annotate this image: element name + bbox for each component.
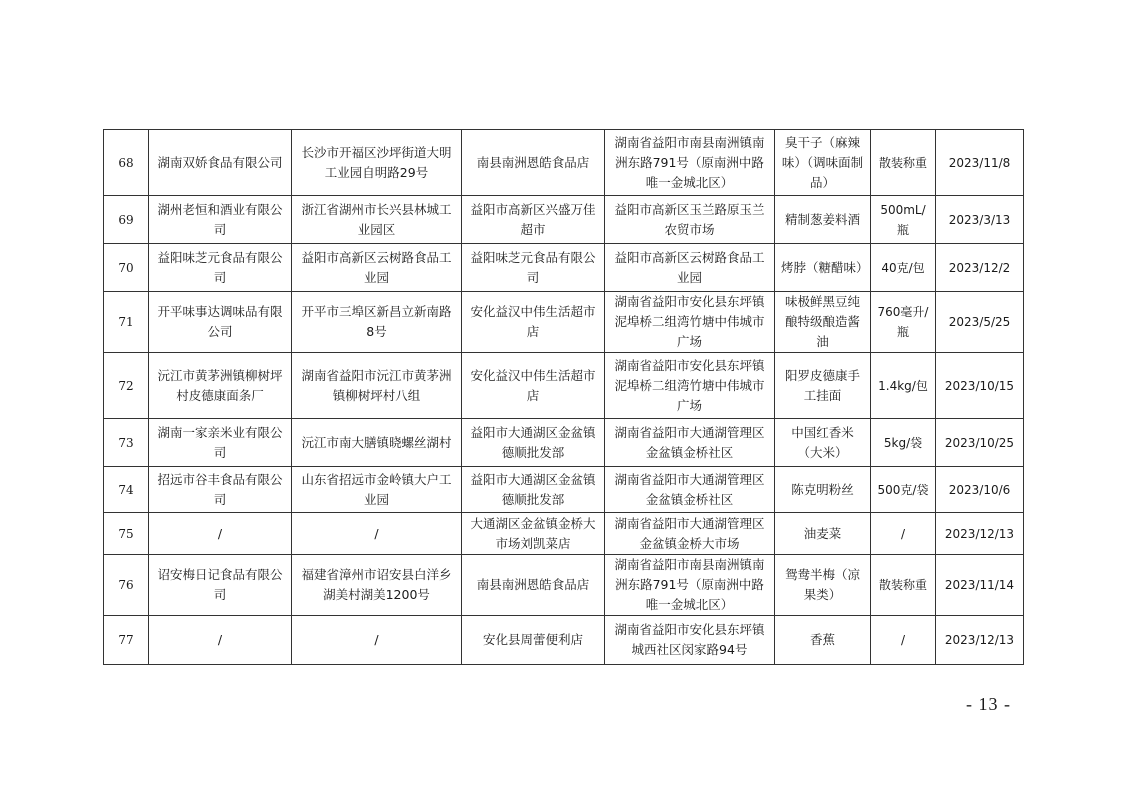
- row-number: 69: [104, 196, 149, 244]
- table-row: [104, 513, 1024, 555]
- product-spec: 散装称重: [871, 130, 936, 196]
- table-row: [104, 130, 1024, 196]
- product-name: 臭干子（麻辣味）（调味面制品）: [775, 130, 871, 196]
- producer-name: 诏安梅日记食品有限公司: [149, 555, 292, 616]
- product-name: 香蕉: [775, 616, 871, 665]
- product-spec: 1.4kg/包: [871, 353, 936, 419]
- production-date: 2023/3/13: [936, 196, 1024, 244]
- seller-address: 益阳市高新区云树路食品工业园: [605, 244, 775, 292]
- producer-name: 湖州老恒和酒业有限公司: [149, 196, 292, 244]
- seller-name: 南县南洲恩皓食品店: [462, 130, 605, 196]
- seller-name: 大通湖区金盆镇金桥大市场刘凯菜店: [462, 513, 605, 555]
- food-sampling-table: [103, 129, 1024, 665]
- production-date: 2023/5/25: [936, 292, 1024, 353]
- producer-address: 沅江市南大膳镇晓螺丝湖村: [292, 419, 462, 467]
- seller-name: 安化益汉中伟生活超市店: [462, 353, 605, 419]
- production-date: 2023/10/6: [936, 467, 1024, 513]
- row-number: 72: [104, 353, 149, 419]
- row-number: 74: [104, 467, 149, 513]
- production-date: 2023/10/15: [936, 353, 1024, 419]
- producer-address: 长沙市开福区沙坪街道大明工业园自明路29号: [292, 130, 462, 196]
- producer-name: 益阳味芝元食品有限公司: [149, 244, 292, 292]
- product-name: 鸳鸯半梅（凉果类）: [775, 555, 871, 616]
- producer-name: 湖南一家亲米业有限公司: [149, 419, 292, 467]
- table-row: [104, 244, 1024, 292]
- seller-name: 益阳市大通湖区金盆镇德顺批发部: [462, 467, 605, 513]
- product-name: 阳罗皮德康手工挂面: [775, 353, 871, 419]
- production-date: 2023/12/13: [936, 616, 1024, 665]
- table-row: [104, 467, 1024, 513]
- row-number: 77: [104, 616, 149, 665]
- producer-address: /: [292, 616, 462, 665]
- row-number: 68: [104, 130, 149, 196]
- producer-address: 福建省漳州市诏安县白洋乡湖美村湖美1200号: [292, 555, 462, 616]
- product-name: 精制葱姜料酒: [775, 196, 871, 244]
- production-date: 2023/11/14: [936, 555, 1024, 616]
- table-row: [104, 353, 1024, 419]
- row-number: 73: [104, 419, 149, 467]
- production-date: 2023/12/2: [936, 244, 1024, 292]
- production-date: 2023/12/13: [936, 513, 1024, 555]
- producer-name: 湖南双娇食品有限公司: [149, 130, 292, 196]
- product-spec: /: [871, 616, 936, 665]
- table-row: [104, 555, 1024, 616]
- producer-address: /: [292, 513, 462, 555]
- row-number: 75: [104, 513, 149, 555]
- seller-name: 安化县周蕾便利店: [462, 616, 605, 665]
- seller-name: 益阳市大通湖区金盆镇德顺批发部: [462, 419, 605, 467]
- producer-name: /: [149, 513, 292, 555]
- product-spec: 40克/包: [871, 244, 936, 292]
- product-name: 中国红香米（大米）: [775, 419, 871, 467]
- production-date: 2023/10/25: [936, 419, 1024, 467]
- seller-address: 湖南省益阳市安化县东坪镇泥埠桥二组湾竹塘中伟城市广场: [605, 292, 775, 353]
- product-spec: /: [871, 513, 936, 555]
- seller-address: 益阳市高新区玉兰路原玉兰农贸市场: [605, 196, 775, 244]
- product-spec: 散装称重: [871, 555, 936, 616]
- table-row: [104, 292, 1024, 353]
- row-number: 71: [104, 292, 149, 353]
- row-number: 70: [104, 244, 149, 292]
- seller-name: 安化益汉中伟生活超市店: [462, 292, 605, 353]
- producer-address: 益阳市高新区云树路食品工业园: [292, 244, 462, 292]
- seller-address: 湖南省益阳市大通湖管理区金盆镇金桥大市场: [605, 513, 775, 555]
- table-row: [104, 616, 1024, 665]
- product-spec: 5kg/袋: [871, 419, 936, 467]
- producer-name: 招远市谷丰食品有限公司: [149, 467, 292, 513]
- seller-name: 南县南洲恩皓食品店: [462, 555, 605, 616]
- producer-address: 浙江省湖州市长兴县林城工业园区: [292, 196, 462, 244]
- seller-address: 湖南省益阳市安化县东坪镇泥埠桥二组湾竹塘中伟城市广场: [605, 353, 775, 419]
- seller-address: 湖南省益阳市大通湖管理区金盆镇金桥社区: [605, 419, 775, 467]
- table-row: [104, 196, 1024, 244]
- producer-address: 山东省招远市金岭镇大户工业园: [292, 467, 462, 513]
- seller-address: 湖南省益阳市南县南洲镇南洲东路791号（原南洲中路唯一金城北区）: [605, 555, 775, 616]
- product-name: 烤脖（糖醋味）: [775, 244, 871, 292]
- product-spec: 500mL/瓶: [871, 196, 936, 244]
- seller-address: 湖南省益阳市安化县东坪镇城西社区闵家路94号: [605, 616, 775, 665]
- seller-name: 益阳市高新区兴盛万佳超市: [462, 196, 605, 244]
- page-number: - 13 -: [966, 694, 1011, 714]
- product-name: 油麦菜: [775, 513, 871, 555]
- producer-address: 湖南省益阳市沅江市黄茅洲镇柳树坪村八组: [292, 353, 462, 419]
- product-spec: 760毫升/瓶: [871, 292, 936, 353]
- seller-address: 湖南省益阳市南县南洲镇南洲东路791号（原南洲中路唯一金城北区）: [605, 130, 775, 196]
- product-spec: 500克/袋: [871, 467, 936, 513]
- product-name: 味极鲜黑豆纯酿特级酿造酱油: [775, 292, 871, 353]
- seller-name: 益阳味芝元食品有限公司: [462, 244, 605, 292]
- producer-name: /: [149, 616, 292, 665]
- table-body: [104, 130, 1024, 665]
- producer-address: 开平市三埠区新昌立新南路8号: [292, 292, 462, 353]
- table-row: [104, 419, 1024, 467]
- row-number: 76: [104, 555, 149, 616]
- producer-name: 开平味事达调味品有限公司: [149, 292, 292, 353]
- producer-name: 沅江市黄茅洲镇柳树坪村皮德康面条厂: [149, 353, 292, 419]
- production-date: 2023/11/8: [936, 130, 1024, 196]
- seller-address: 湖南省益阳市大通湖管理区金盆镇金桥社区: [605, 467, 775, 513]
- product-name: 陈克明粉丝: [775, 467, 871, 513]
